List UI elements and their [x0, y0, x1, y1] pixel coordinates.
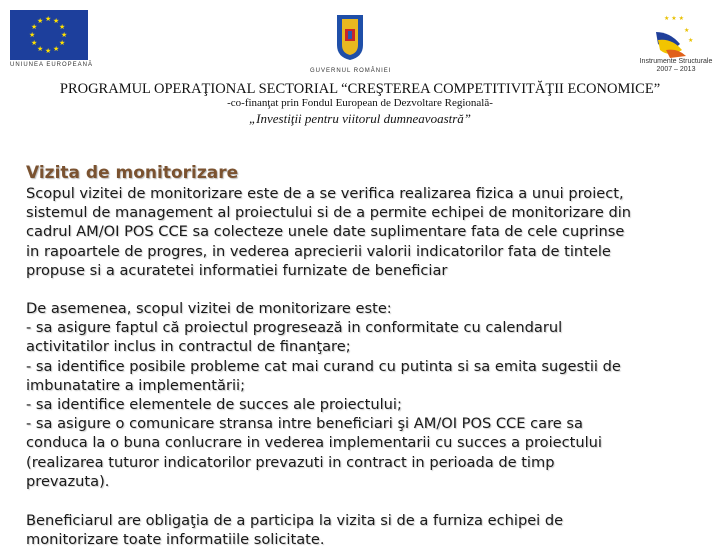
text-line: sistemul de management al proiectului si de a permite echipei de monitorizare din: [26, 204, 632, 222]
text-line: propuse si a acuratetei informatiei furnizate de beneficiar: [26, 261, 448, 279]
svg-text:★: ★: [688, 37, 694, 44]
is-caption-line-1: Instrumente Structurale: [639, 58, 713, 65]
text-line: activitatilor inclus in contractul de finanţare;: [26, 338, 351, 356]
is-caption: [636, 58, 716, 74]
romania-coat-of-arms-logo: [333, 11, 367, 61]
text-line: cadrul AM/OI POS CCE sa colecteze unele date suplimentare fata de cele cuprinse: [26, 223, 625, 241]
program-title: PROGRAMUL OPERAŢIONAL SECTORIAL “CREŞTEREA COMPETITIVITĂŢII ECONOMICE”: [59, 81, 661, 97]
program-subtitle: -co-finanţat prin Fondul European de Dezvoltare Regională-: [227, 97, 493, 109]
instrumente-structurale-logo: [650, 10, 698, 58]
svg-text:★: ★: [684, 27, 690, 34]
text-line: in rapoartele de progres, in vederea aprecierii valorii indicatorilor fata de tintele: [26, 242, 611, 260]
gov-caption: GUVERNUL ROMÂNIEI: [310, 68, 392, 74]
text-line: - sa asigure faptul că proiectul progresează in conformitate cu calendarul: [26, 319, 563, 337]
text-line: conduca la o buna conlucrare in vederea implementarii cu succes a proiectului: [26, 434, 602, 452]
section-heading: Vizita de monitorizare: [26, 163, 239, 183]
text-line: De asemenea, scopul vizitei de monitorizare este:: [26, 300, 392, 317]
text-line: Beneficiarul are obligaţia de a participa la vizita si de a furniza echipei de: [26, 512, 564, 529]
text-line: - sa identifice elementele de succes ale proiectului;: [26, 395, 402, 413]
paragraph-objectives: [26, 299, 621, 491]
eu-flag-logo: ★ ★ ★ ★ ★ ★ ★ ★ ★ ★ ★ ★: [10, 10, 88, 60]
paragraph-purpose: [26, 184, 631, 280]
text-line: Scopul vizitei de monitorizare este de a se verifica realizarea fizica a unui proiect,: [26, 185, 624, 202]
eu-caption: UNIUNEA EUROPEANĂ: [10, 62, 94, 68]
text-line: (realizarea tuturor indicatorilor prevazuti in contract in perioada de timp: [26, 453, 555, 471]
svg-text:★ ★ ★: ★ ★ ★: [664, 15, 684, 22]
text-line: imbunatatire a implementării;: [26, 376, 245, 394]
paragraph-obligation: [26, 511, 563, 549]
text-line: prevazuta).: [26, 472, 110, 490]
program-motto: „Investiţii pentru viitorul dumneavoastră”: [248, 111, 472, 126]
text-line: monitorizare toate informatiile solicitate.: [26, 531, 325, 549]
is-caption-line-2: 2007 – 2013: [656, 66, 696, 73]
text-line: - sa asigure o comunicare stransa intre beneficiari şi AM/OI POS CCE care sa: [26, 415, 583, 433]
text-line: - sa identifice posibile probleme cat mai curand cu putinta si sa emita sugestii de: [26, 357, 621, 375]
